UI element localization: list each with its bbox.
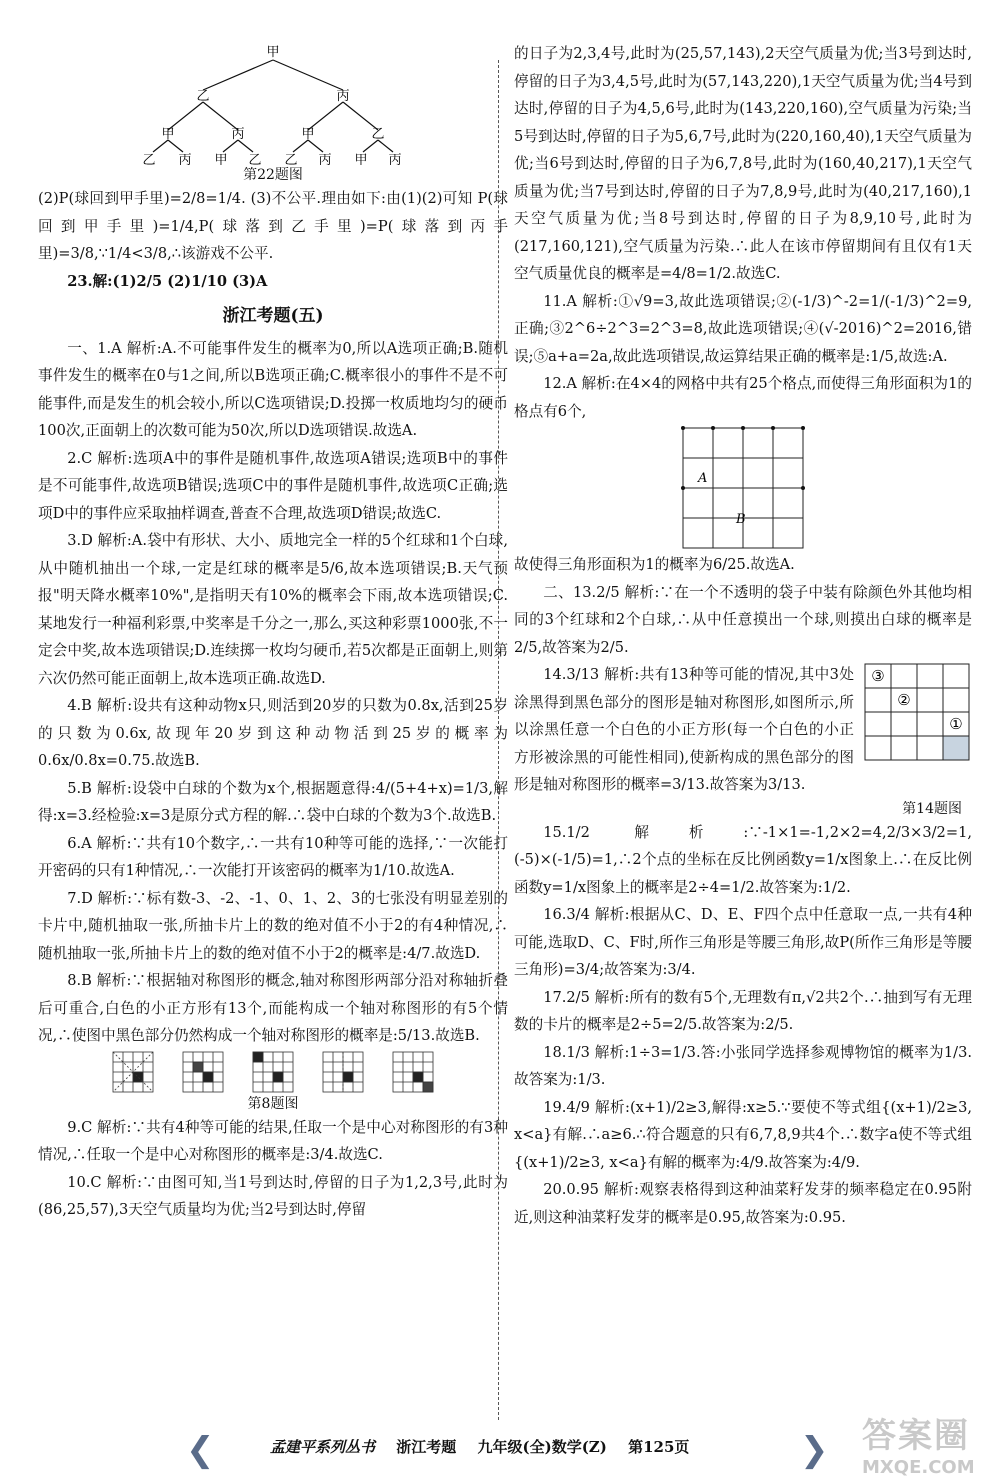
answer-q13: 二、13.2/5 解析:∵在一个不透明的袋子中装有除颜色外其他均相同的3个红球和2个白球,∴从中任意摸出一个球,则摸出白球的概率是2/5,故答案为2/5. (514, 583, 972, 656)
fig8-grids (93, 1050, 453, 1094)
tree-leaf: 丙 (178, 153, 192, 165)
chevron-right-icon[interactable]: ❯ (800, 1430, 829, 1470)
answer-q20: 20.0.95 解析:观察表格得到这种油菜籽发芽的频率稳定在0.95附近,则这种油菜籽发芽的概率是0.95,故答案为:0.95. (514, 1181, 972, 1226)
answer-q15: 15.1/2 解析:∵-1×1=-1,2×2=4,2/3×3/2=1,(-5)×(-1/5)=1,∴2个点的坐标在反比例函数y=1/x图象上.∴在反比例函数y=1/x图象上的概率是2÷4=1/2.故答案为:1/2. (514, 823, 972, 896)
tree-leaf: 丙 (318, 153, 332, 165)
tree-root: 甲 (266, 45, 280, 60)
fig14-grid (862, 661, 972, 765)
fig14-label: ③ (871, 667, 885, 685)
figure-caption: 第14题图 (902, 800, 962, 817)
fig14-label: ② (897, 691, 911, 709)
column-divider (498, 60, 499, 1420)
chevron-left-icon[interactable]: ❮ (186, 1430, 215, 1470)
answer-q18: 18.1/3 解析:1÷3=1/3.答:小张同学选择参观博物馆的概率为1/3.故答案为:1/3. (514, 1043, 972, 1088)
tree-leaf: 乙 (142, 153, 156, 165)
tree-node: 乙 (371, 127, 385, 142)
footer-text (270, 1436, 705, 1457)
answer-q10-continued: 的日子为2,3,4号,此时为(25,57,143),2天空气质量为优;当3号到达时,停留的日子为3,4,5号,此时为(57,143,220),1天空气质量为优;当4号到达时,停留的日子为4,5,6号,此时为(143,220,160),空气质量为污染;当5号到达时,停留的日子为5,6,7号,此时为(220,160,40),1天空气质量为优;当6号到达时,停留的日子为6,7,8号,此时为(160,40,217),1天空气质量为优;当7号到达时,停留的日子为7,8,9号,此时为(40,217,160),1天空气质量为优;当8号到达时,停留的日子为8,9,10号,此时为(217,160,121),空气质量为污染.∴此人在该市停留期间有且仅有1天空气质量优良的概率是=4/8=1/2.故选C. (514, 45, 972, 282)
answer-q12-continued: 故使得三角形面积为1的概率为6/25.故选A. (514, 556, 795, 573)
answer-q8: 8.B 解析:∵根据轴对称图形的概念,轴对称图形两部分沿对称轴折叠后可重合,白色的小正方形有13个,而能构成一个轴对称图形的有5个情况,∴使图中黑色部分仍然构成一个轴对称图形的概率是:5/13.故选B. (38, 972, 508, 1044)
answer-q16: 16.3/4 解析:根据从C、D、E、F四个点中任意取一点,一共有4种可能,选取D、C、F时,所作三角形是等腰三角形,故P(所作三角形是等腰三角形)=3/4;故答案为:3/4. (514, 906, 972, 978)
tree-leaf: 乙 (284, 153, 298, 165)
tree-leaf: 丙 (388, 153, 402, 165)
tree-leaf: 乙 (248, 153, 262, 165)
grid-point-label: B (736, 512, 746, 527)
answer-q10: 10.C 解析:∵由图可知,当1号到达时,停留的日子为1,2,3号,此时为(86,25,57),3天空气质量均为优;当2号到达时,停留 (38, 1173, 508, 1218)
watermark-url: MXQE.COM (862, 1457, 975, 1478)
left-column (38, 40, 508, 1224)
grade-subject: 九年级(全)数学(Z) (477, 1438, 607, 1456)
answer-q23: 23.解:(1)2/5 (2)1/10 (3)A (67, 272, 268, 290)
book-name: 浙江考题 (396, 1438, 457, 1456)
section-title: 浙江考题(五) (222, 306, 324, 326)
right-column (514, 40, 972, 1231)
tree-node: 丙 (231, 127, 245, 142)
answer-q19: 19.4/9 解析:(x+1)/2≥3,解得:x≥5.∵要使不等式组{(x+1)/2≥3, x<a}有解.∴a≥6.∴符合题意的只有6,7,8,9共4个.∴数字a使不等式组{(x+1)/2≥3, x<a}有解的概率为:4/9.故答案为:4/9. (514, 1098, 972, 1171)
answer-q2: 2.C 解析:选项A中的事件是随机事件,故选项A错误;选项B中的事件是不可能事件,故选项B错误;选项C中的事件是随机事件,故选项C正确;选项D中的事件应采取抽样调查,普查不合理,故选项D错误;故选C. (38, 449, 508, 522)
figure-caption: 第22题图 (243, 167, 303, 183)
answer-q5: 5.B 解析:设袋中白球的个数为x个,根据题意得:4/(5+4+x)=1/3,解得:x=3.经检验:x=3是原分式方程的解.∴袋中白球的个数为3个.故选B. (38, 779, 508, 824)
tree-leaf: 甲 (214, 153, 228, 165)
watermark-logo: 答案圈 (862, 1416, 970, 1456)
tree-diagram (123, 40, 423, 165)
tree-node: 丙 (336, 89, 350, 104)
fig14-label: ① (949, 715, 963, 733)
figure-caption: 第8题图 (247, 1095, 299, 1112)
fig12-grid (678, 425, 808, 551)
q14-block (514, 661, 972, 819)
tree-node: 甲 (301, 127, 315, 142)
page-footer (0, 1430, 1000, 1470)
series-name: 孟建平系列丛书 (270, 1438, 376, 1456)
answer-q11: 11.A 解析:①√9=3,故此选项错误;②(-1/3)^-2=1/(-1/3)^2=9,正确;③2^6÷2^3=2^3=8,故此选项错误;④(√-2016)^2=2016,错误;⑤a+a=2a,故此选项错误,故运算结果正确的概率是:1/5,故选:A. (514, 292, 972, 365)
answer-q17: 17.2/5 解析:所有的数有5个,无理数有π,√2共2个.∴抽到写有无理数的卡片的概率是2÷5=2/5.故答案为:2/5. (514, 988, 972, 1033)
answer-q6: 6.A 解析:∵共有10个数字,∴一共有10种等可能的选择,∵一次能打开密码的只有1种情况,∴一次能打开该密码的概率为1/10.故选A. (38, 834, 508, 879)
answer-q12: 12.A 解析:在4×4的网格中共有25个格点,而使得三角形面积为1的格点有6个, (514, 375, 972, 420)
page-number: 第125页 (628, 1438, 690, 1456)
answer-q1: 一、1.A 解析:A.不可能事件发生的概率为0,所以A选项正确;B.随机事件发生的概率在0与1之间,所以B选项正确;C.概率很小的事件不是不可能事件,而是发生的机会较小,所以C选项错误;D.投掷一枚质地均匀的硬币100次,正面朝上的次数可能为50次,所以D选项错误.故选A. (38, 339, 508, 439)
answer-q9: 9.C 解析:∵共有4种等可能的结果,任取一个是中心对称图形的有3种情况,∴任取一个是中心对称图形的概率是:3/4.故选C. (38, 1118, 508, 1163)
answer-q14: 14.3/13 解析:共有13种等可能的情况,其中3处涂黑得到黑色部分的图形是轴对称图形,如图所示,所以涂黑任意一个白色的小正方形(每一个白色的小正方形被涂黑的可能性相同),使新构成的黑色部分的图形是轴对称图形的概率=3/13.故答案为3/13. (514, 666, 854, 793)
answer-q7: 7.D 解析:∵标有数-3、-2、-1、0、1、2、3的七张没有明显差别的卡片中,随机抽取一张,所抽卡片上的数的绝对值不小于2的有4种情况,∴随机抽取一张,所抽卡片上的数的绝对值不小于2的概率是:4/7.故选D. (38, 889, 508, 962)
tree-node: 甲 (161, 127, 175, 142)
grid-point-label: A (698, 471, 708, 486)
tree-node: 乙 (196, 89, 210, 104)
answer-q4: 4.B 解析:设共有这种动物x只,则活到20岁的只数为0.8x,活到25岁的只数为0.6x,故现年20岁到这种动物活到25岁的概率为0.6x/0.8x=0.75.故选B. (38, 697, 508, 769)
watermark (862, 1408, 975, 1478)
tree-leaf: 甲 (354, 153, 368, 165)
answer-q3: 3.D 解析:A.袋中有形状、大小、质地完全一样的5个红球和1个白球,从中随机抽出一个球,一定是红球的概率是5/6,故本选项错误;B.天气预报"明天降水概率10%",是指明天有10%的概率会下雨,故本选项错误;C.某地发行一种福利彩票,中奖率是千分之一,那么,买这种彩票1000张,不一定会中奖,故本选项错误;D.连续掷一枚均匀硬币,若5次都是正面朝上,则第六次仍然可能正面朝上,故本选项正确.故选D. (38, 532, 508, 687)
answer-q22: (2)P(球回到甲手里)=2/8=1/4. (3)不公平.理由如下:由(1)(2)可知 P(球回到甲手里)=1/4,P(球落到乙手里)=P(球落到丙手里)=3/8,∵1/4<3/8,∴该游戏不公平. (38, 190, 508, 262)
